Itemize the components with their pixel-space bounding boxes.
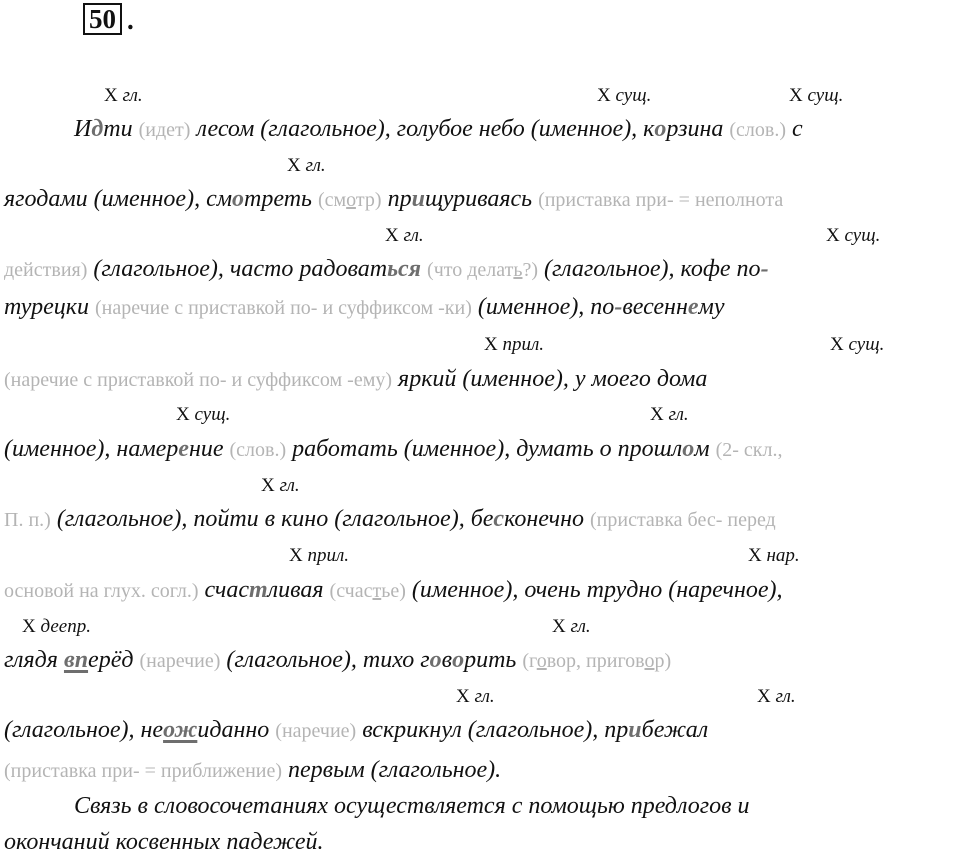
mark: X гл. [757,686,796,707]
text-line: основой на глух. согл.) счастливая (счастье) (именное), очень трудно (наречное), [4,577,783,603]
text-line: (глагольное), неожиданно (наречие) вскрикнул (глагольное), прибежал [4,717,709,743]
mark: X сущ. [176,404,231,425]
mark: X гл. [261,475,300,496]
mark: X гл. [385,225,424,246]
mark: X сущ. [597,85,652,106]
text-line: П. п.) (глагольное), пойти в кино (глагольное), бесконечно (приставка бес- перед [4,506,776,532]
mark: X деепр. [22,616,91,637]
text-line: (именное), намерение (слов.) работать (именное), думать о прошлом (2- скл., [4,436,783,462]
mark: X прил. [289,545,350,566]
mark: X гл. [104,85,143,106]
exercise-number: 50 [83,3,122,35]
text-line: (приставка при- = приближение) первым (глагольное). [4,757,502,783]
text-line: ягодами (именное), смотреть (смотр) прищуриваясь (приставка при- = неполнота [4,186,784,212]
text-line: глядя вперёд (наречие) (глагольное), тихо говорить (говор, приговор) [4,647,672,673]
text-line: действия) (глагольное), часто радоваться (что делать?) (глагольное), кофе по- [4,256,769,282]
text-line: турецки (наречие с приставкой по- и суффиксом -ки) (именное), по-весеннему [4,294,725,320]
mark: X сущ. [830,334,885,355]
text-line: окончаний косвенных падежей. [4,829,324,855]
mark: X нар. [748,545,800,566]
text-line: Связь в словосочетаниях осуществляется с помощью предлогов и [74,793,750,819]
mark: X гл. [552,616,591,637]
mark: X сущ. [789,85,844,106]
mark: X гл. [456,686,495,707]
text-line: (наречие с приставкой по- и суффиксом -ему) яркий (именное), у моего дома [4,366,708,392]
exercise-number-dot: . [127,5,134,35]
mark: X гл. [650,404,689,425]
text-line: Идти (идет) лесом (глагольное), голубое небо (именное), корзина (слов.) с [74,116,803,142]
mark: X сущ. [826,225,881,246]
mark: X гл. [287,155,326,176]
mark: X прил. [484,334,545,355]
